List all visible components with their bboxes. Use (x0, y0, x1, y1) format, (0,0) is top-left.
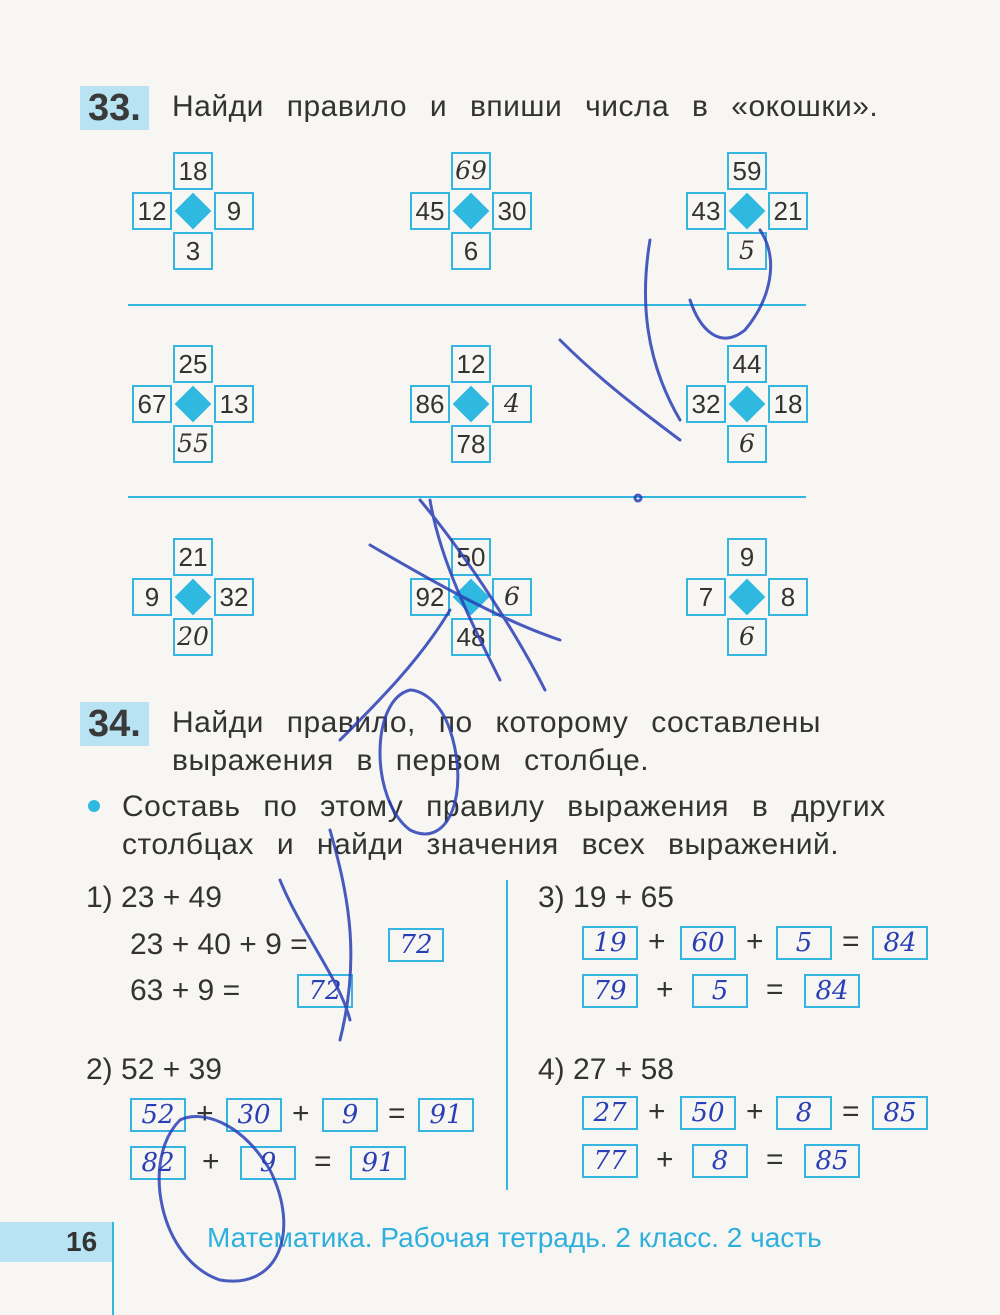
diamond-shape (453, 386, 490, 423)
cross-cell-bottom: 78 (451, 425, 491, 463)
cross-cell-right: 8 (768, 578, 808, 616)
cross-cell-bottom[interactable]: 20 (173, 618, 213, 656)
col4-r1-eq: = (842, 1095, 860, 1128)
cross-cell-top: 44 (727, 345, 767, 383)
col1-expression-3: 63 + 9 = (130, 974, 241, 1007)
center-diamond-icon (173, 578, 213, 616)
col2-r2-box1[interactable]: 82 (130, 1146, 186, 1180)
scribble-stroke-3 (560, 340, 680, 440)
center-diamond-icon (727, 578, 767, 616)
cross-cell-bottom[interactable]: 5 (727, 232, 767, 270)
cross-cell-left: 43 (686, 192, 726, 230)
cross-cell-right: 13 (214, 385, 254, 423)
col2-r1-plus1: + (196, 1097, 214, 1130)
col4-r1-box3[interactable]: 8 (776, 1096, 832, 1130)
col3-r1-box3[interactable]: 5 (776, 926, 832, 960)
center-diamond-icon (451, 578, 491, 616)
cross-cell-right[interactable]: 4 (492, 385, 532, 423)
col2-r2-box2[interactable]: 9 (240, 1146, 296, 1180)
task-34-instruction-line2: выражения в первом столбце. (172, 744, 650, 777)
cross-puzzle-3 (686, 152, 808, 274)
cross-cell-top: 18 (173, 152, 213, 190)
col4-r1-box1[interactable]: 27 (582, 1096, 638, 1130)
task-34-bullet-line1: Составь по этому правилу выражения в других (122, 790, 886, 823)
cross-cell-left: 67 (132, 385, 172, 423)
col3-header: 3) 19 + 65 (538, 881, 674, 914)
diamond-shape (453, 193, 490, 230)
col2-r1-eq: = (388, 1097, 406, 1130)
footer-title: Математика. Рабочая тетрадь. 2 класс. 2 часть (207, 1222, 822, 1253)
task-33-number: 33. (80, 86, 149, 130)
col3-r1-plus1: + (648, 925, 666, 958)
col3-r1-plus2: + (746, 925, 764, 958)
cross-cell-right: 30 (492, 192, 532, 230)
cross-puzzle-2 (410, 152, 532, 274)
col3-r2-box3[interactable]: 84 (804, 974, 860, 1008)
cross-cell-bottom: 6 (451, 232, 491, 270)
cross-cell-bottom: 48 (451, 618, 491, 656)
cross-cell-left: 12 (132, 192, 172, 230)
col3-r2-plus: + (656, 973, 674, 1006)
cross-cell-top: 50 (451, 538, 491, 576)
task-34-instruction-line1: Найди правило, по которому составлены (172, 706, 821, 739)
col2-r1-box1[interactable]: 52 (130, 1098, 186, 1132)
diamond-shape (175, 386, 212, 423)
cross-cell-top: 25 (173, 345, 213, 383)
center-diamond-icon (451, 385, 491, 423)
cross-cell-right: 32 (214, 578, 254, 616)
cross-puzzle-6 (686, 345, 808, 467)
cross-cell-right[interactable]: 6 (492, 578, 532, 616)
bullet-icon (88, 800, 100, 812)
diamond-shape (729, 386, 766, 423)
col3-r1-eq: = (842, 925, 860, 958)
cross-puzzle-8 (410, 538, 532, 660)
cross-puzzle-7 (132, 538, 254, 660)
col3-r2-box2[interactable]: 5 (692, 974, 748, 1008)
diamond-shape (729, 193, 766, 230)
diamond-shape (175, 579, 212, 616)
cross-cell-top[interactable]: 69 (451, 152, 491, 190)
cross-cell-right: 21 (768, 192, 808, 230)
col4-r1-box2[interactable]: 50 (680, 1096, 736, 1130)
col3-r2-box1[interactable]: 79 (582, 974, 638, 1008)
col1-answer-3[interactable]: 72 (297, 974, 353, 1008)
diamond-shape (453, 579, 490, 616)
task-33-instruction: Найди правило и впиши числа в «окошки». (172, 90, 879, 123)
scribble-stroke-2 (645, 240, 680, 420)
footer-divider (112, 1222, 114, 1315)
cross-puzzle-1 (132, 152, 254, 274)
cross-cell-top: 9 (727, 538, 767, 576)
task-34-number: 34. (80, 702, 149, 746)
col2-r1-box4[interactable]: 91 (418, 1098, 474, 1132)
col4-r2-box2[interactable]: 8 (692, 1144, 748, 1178)
col4-r1-plus1: + (648, 1095, 666, 1128)
cross-cell-top: 21 (173, 538, 213, 576)
col2-r2-plus: + (202, 1145, 220, 1178)
cross-cell-left: 92 (410, 578, 450, 616)
diamond-shape (175, 193, 212, 230)
col4-header: 4) 27 + 58 (538, 1053, 674, 1086)
cross-cell-bottom[interactable]: 55 (173, 425, 213, 463)
cross-cell-bottom[interactable]: 6 (727, 618, 767, 656)
col2-r1-plus2: + (292, 1097, 310, 1130)
cross-cell-left: 45 (410, 192, 450, 230)
cross-puzzle-4 (132, 345, 254, 467)
col3-r1-box1[interactable]: 19 (582, 926, 638, 960)
col4-r1-box4[interactable]: 85 (872, 1096, 928, 1130)
col2-header: 2) 52 + 39 (86, 1053, 222, 1086)
center-diamond-icon (727, 192, 767, 230)
col3-r1-box4[interactable]: 84 (872, 926, 928, 960)
col2-r2-box3[interactable]: 91 (350, 1146, 406, 1180)
col2-r2-eq: = (314, 1145, 332, 1178)
cross-cell-left: 7 (686, 578, 726, 616)
row-separator-1 (128, 304, 806, 306)
cross-cell-left: 32 (686, 385, 726, 423)
center-diamond-icon (727, 385, 767, 423)
cross-cell-right: 9 (214, 192, 254, 230)
col2-r1-box2[interactable]: 30 (226, 1098, 282, 1132)
cross-puzzle-5 (410, 345, 532, 467)
col4-r2-box3[interactable]: 85 (804, 1144, 860, 1178)
cross-puzzle-9 (686, 538, 808, 660)
cross-cell-left: 86 (410, 385, 450, 423)
center-diamond-icon (451, 192, 491, 230)
col4-r2-box1[interactable]: 77 (582, 1144, 638, 1178)
col1-expression-2: 23 + 40 + 9 = (130, 928, 308, 961)
col4-r1-plus2: + (746, 1095, 764, 1128)
col3-r2-eq: = (766, 973, 784, 1006)
col4-r2-plus: + (656, 1143, 674, 1176)
col3-r1-box2[interactable]: 60 (680, 926, 736, 960)
cross-cell-bottom: 3 (173, 232, 213, 270)
center-diamond-icon (173, 385, 213, 423)
col2-r1-box3[interactable]: 9 (322, 1098, 378, 1132)
cross-cell-right: 18 (768, 385, 808, 423)
cross-cell-top: 12 (451, 345, 491, 383)
center-diamond-icon (173, 192, 213, 230)
col1-header: 1) 23 + 49 (86, 881, 222, 914)
cross-cell-top: 59 (727, 152, 767, 190)
page-number: 16 (66, 1226, 98, 1257)
task-34-bullet-line2: столбцах и найди значения всех выражений. (122, 828, 840, 861)
row-separator-2 (128, 496, 806, 498)
col1-answer-2[interactable]: 72 (388, 928, 444, 962)
diamond-shape (729, 579, 766, 616)
column-divider (506, 880, 508, 1190)
cross-cell-left: 9 (132, 578, 172, 616)
cross-cell-bottom[interactable]: 6 (727, 425, 767, 463)
col4-r2-eq: = (766, 1143, 784, 1176)
